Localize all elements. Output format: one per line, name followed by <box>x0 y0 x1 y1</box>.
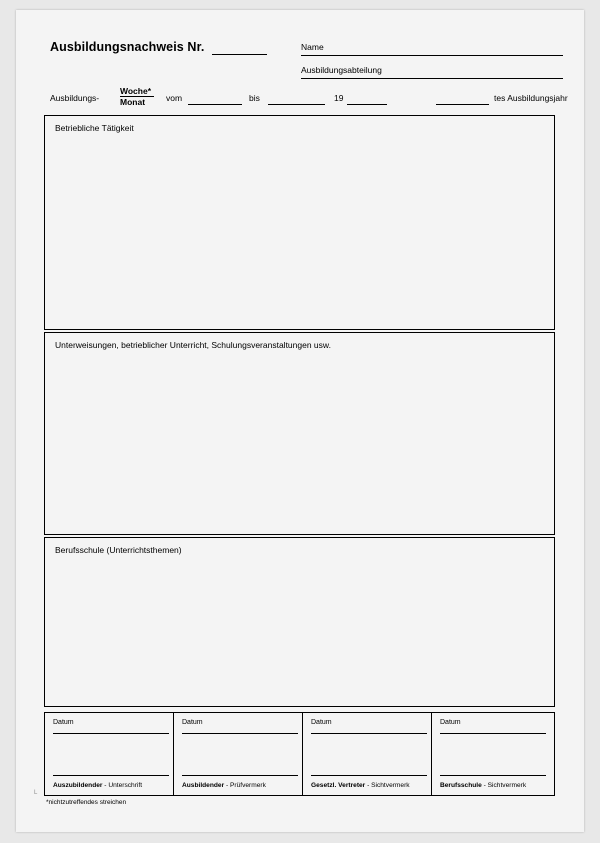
form-header <box>16 10 584 110</box>
date-fill-line[interactable] <box>440 733 546 734</box>
signature-caption <box>311 782 431 789</box>
signature-fill-line[interactable] <box>440 775 546 776</box>
signature-suffix: - Prüfvermerk <box>224 782 266 789</box>
title-fill-line[interactable] <box>212 54 267 55</box>
signature-caption <box>53 782 173 789</box>
training-year-label: tes Ausbildungsjahr <box>494 93 568 103</box>
from-fill-line[interactable] <box>188 104 242 105</box>
department-fill-line[interactable] <box>301 78 563 79</box>
section-label: Berufsschule (Unterrichtsthemen) <box>55 545 182 555</box>
period-option-month[interactable]: Monat <box>120 97 146 107</box>
signature-suffix: - Sichtvermerk <box>481 782 527 789</box>
signature-suffix: - Sichtvermerk <box>365 782 410 789</box>
signature-fill-line[interactable] <box>311 775 427 776</box>
year-prefix-label: 19 <box>334 93 344 103</box>
signature-caption <box>440 782 550 789</box>
document-page <box>16 10 584 832</box>
date-label: Datum <box>311 719 332 726</box>
corner-mark: L <box>34 790 38 796</box>
date-fill-line[interactable] <box>182 733 298 734</box>
date-label: Datum <box>53 719 74 726</box>
period-option-group[interactable] <box>120 86 154 107</box>
section-berufsschule[interactable] <box>44 537 555 707</box>
page-title: Ausbildungsnachweis Nr. <box>50 40 205 54</box>
signature-caption <box>182 782 302 789</box>
signature-role: Gesetzl. Vertreter <box>311 782 366 789</box>
department-label: Ausbildungsabteilung <box>301 65 382 75</box>
date-fill-line[interactable] <box>53 733 169 734</box>
section-unterweisungen[interactable] <box>44 332 555 535</box>
signature-suffix: - Unterschrift <box>102 782 143 789</box>
signature-fill-line[interactable] <box>182 775 298 776</box>
signature-box-gesetzlicher-vertreter[interactable] <box>302 712 436 796</box>
signature-fill-line[interactable] <box>53 775 169 776</box>
footnote: *nichtzutreffendes streichen <box>46 799 127 806</box>
to-fill-line[interactable] <box>268 104 325 105</box>
section-label: Unterweisungen, betrieblicher Unterricht, Schulungsveranstaltungen usw. <box>55 340 331 350</box>
signature-box-auszubildender[interactable] <box>44 712 178 796</box>
section-betriebliche-taetigkeit[interactable] <box>44 115 555 330</box>
signature-role: Berufsschule <box>440 782 482 789</box>
signature-box-berufsschule[interactable] <box>431 712 555 796</box>
from-label: vom <box>166 93 183 103</box>
date-label: Datum <box>182 719 203 726</box>
signature-role: Ausbildender <box>182 782 225 789</box>
period-option-week[interactable]: Woche* <box>120 86 154 97</box>
signature-row <box>44 712 555 796</box>
date-fill-line[interactable] <box>311 733 427 734</box>
period-label: Ausbildungs- <box>50 93 100 103</box>
date-label: Datum <box>440 719 461 726</box>
training-year-fill-line[interactable] <box>436 104 489 105</box>
name-fill-line[interactable] <box>301 55 563 56</box>
signature-role: Auszubildender <box>53 782 103 789</box>
signature-box-ausbildender[interactable] <box>173 712 307 796</box>
year-fill-line[interactable] <box>347 104 387 105</box>
to-label: bis <box>249 93 260 103</box>
section-label: Betriebliche Tätigkeit <box>55 123 134 133</box>
name-label: Name <box>301 42 324 52</box>
